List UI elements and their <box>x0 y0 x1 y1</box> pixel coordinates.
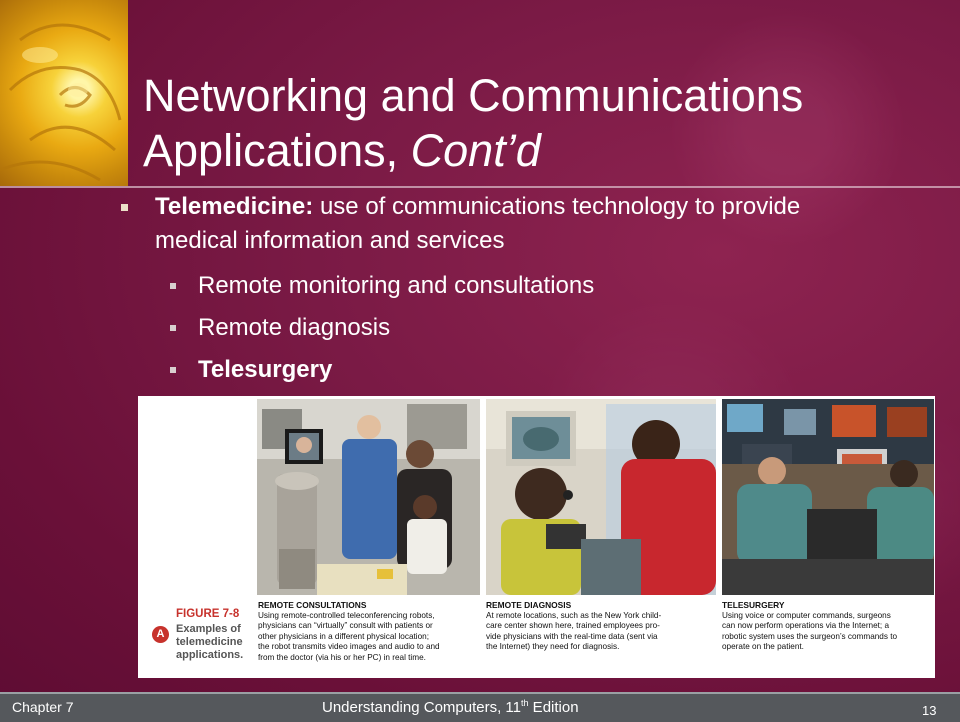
photo-telesurgery <box>722 399 934 595</box>
figure-7-8 <box>138 396 935 678</box>
sub-bullet-marker <box>170 325 176 331</box>
figure-number: FIGURE 7-8 <box>176 608 240 620</box>
caption-line: physicians can “virtually” consult with patients or <box>258 621 433 631</box>
figure-description-line: applications. <box>176 649 244 661</box>
footer-page-number: 13 <box>922 703 937 718</box>
footer-book-prefix: Understanding Computers, 11 <box>322 699 521 716</box>
title-line-2-text: Applications, <box>143 125 411 176</box>
title-line-2 <box>143 123 923 178</box>
sub-bullet-marker <box>170 283 176 289</box>
sub-bullet-monitoring <box>118 271 878 301</box>
caption-line: the Internet) they need for diagnosis. <box>486 642 620 652</box>
bullet-list <box>118 190 878 385</box>
caption-line: can now perform operations via the Internet; a <box>722 621 890 631</box>
title-line-1: Networking and Communications <box>143 70 804 121</box>
footer-book-sup: th <box>521 698 529 708</box>
footer-bar <box>0 692 960 722</box>
caption-line: care center shown here, trained employees pro- <box>486 621 660 631</box>
caption-line: operate on the patient. <box>722 642 804 652</box>
title-contd: Cont’d <box>410 125 541 176</box>
caption-line: other physicians in a different physical location; <box>258 631 429 641</box>
caption-line: At remote locations, such as the New York child- <box>486 610 662 620</box>
caption-line: Using voice or computer commands, surgeons <box>722 610 891 620</box>
bullet-definition: use of communications technology to provide medical information and services <box>155 193 801 254</box>
rose-image <box>0 0 128 186</box>
sub-bullet-text: Remote diagnosis <box>198 314 391 341</box>
photo-remote-consultations <box>257 399 480 595</box>
caption-line: the robot transmits video images and audio to and <box>258 642 440 652</box>
figure-badge-icon: A <box>152 626 169 643</box>
caption-line: vide physicians with the real-time data (sent via <box>486 631 658 641</box>
caption-telesurgery <box>722 600 934 653</box>
sub-bullet-text: Telesurgery <box>198 356 333 383</box>
slide-title <box>143 68 923 178</box>
footer-book-suffix: Edition <box>528 699 579 716</box>
caption-heading: REMOTE CONSULTATIONS <box>258 600 367 610</box>
figure-description <box>176 623 243 662</box>
header-divider <box>0 186 960 188</box>
figure-description-line: telemedicine <box>176 636 243 648</box>
caption-remote-consultations <box>258 600 484 664</box>
figure-label <box>138 608 256 678</box>
footer-chapter: Chapter 7 <box>12 699 74 715</box>
caption-line: from the doctor (via his or her PC) in real time. <box>258 652 426 662</box>
sub-bullet-telesurgery <box>118 355 878 385</box>
bullet-telemedicine <box>118 190 878 258</box>
caption-line: robotic system uses the surgeon’s commands to <box>722 631 898 641</box>
photo-remote-diagnosis <box>486 399 716 595</box>
footer-book-title <box>322 698 579 716</box>
caption-line: Using remote-controlled teleconferencing robots, <box>258 610 435 620</box>
caption-remote-diagnosis <box>486 600 716 653</box>
figure-description-line: Examples of <box>176 623 241 635</box>
caption-heading: REMOTE DIAGNOSIS <box>486 600 572 610</box>
sub-bullet-marker <box>170 367 176 373</box>
bullet-term: Telemedicine: <box>155 193 314 220</box>
sub-bullet-diagnosis <box>118 313 878 343</box>
sub-bullet-text: Remote monitoring and consultations <box>198 272 595 299</box>
bullet-marker <box>121 204 128 211</box>
caption-heading: TELESURGERY <box>722 600 785 610</box>
